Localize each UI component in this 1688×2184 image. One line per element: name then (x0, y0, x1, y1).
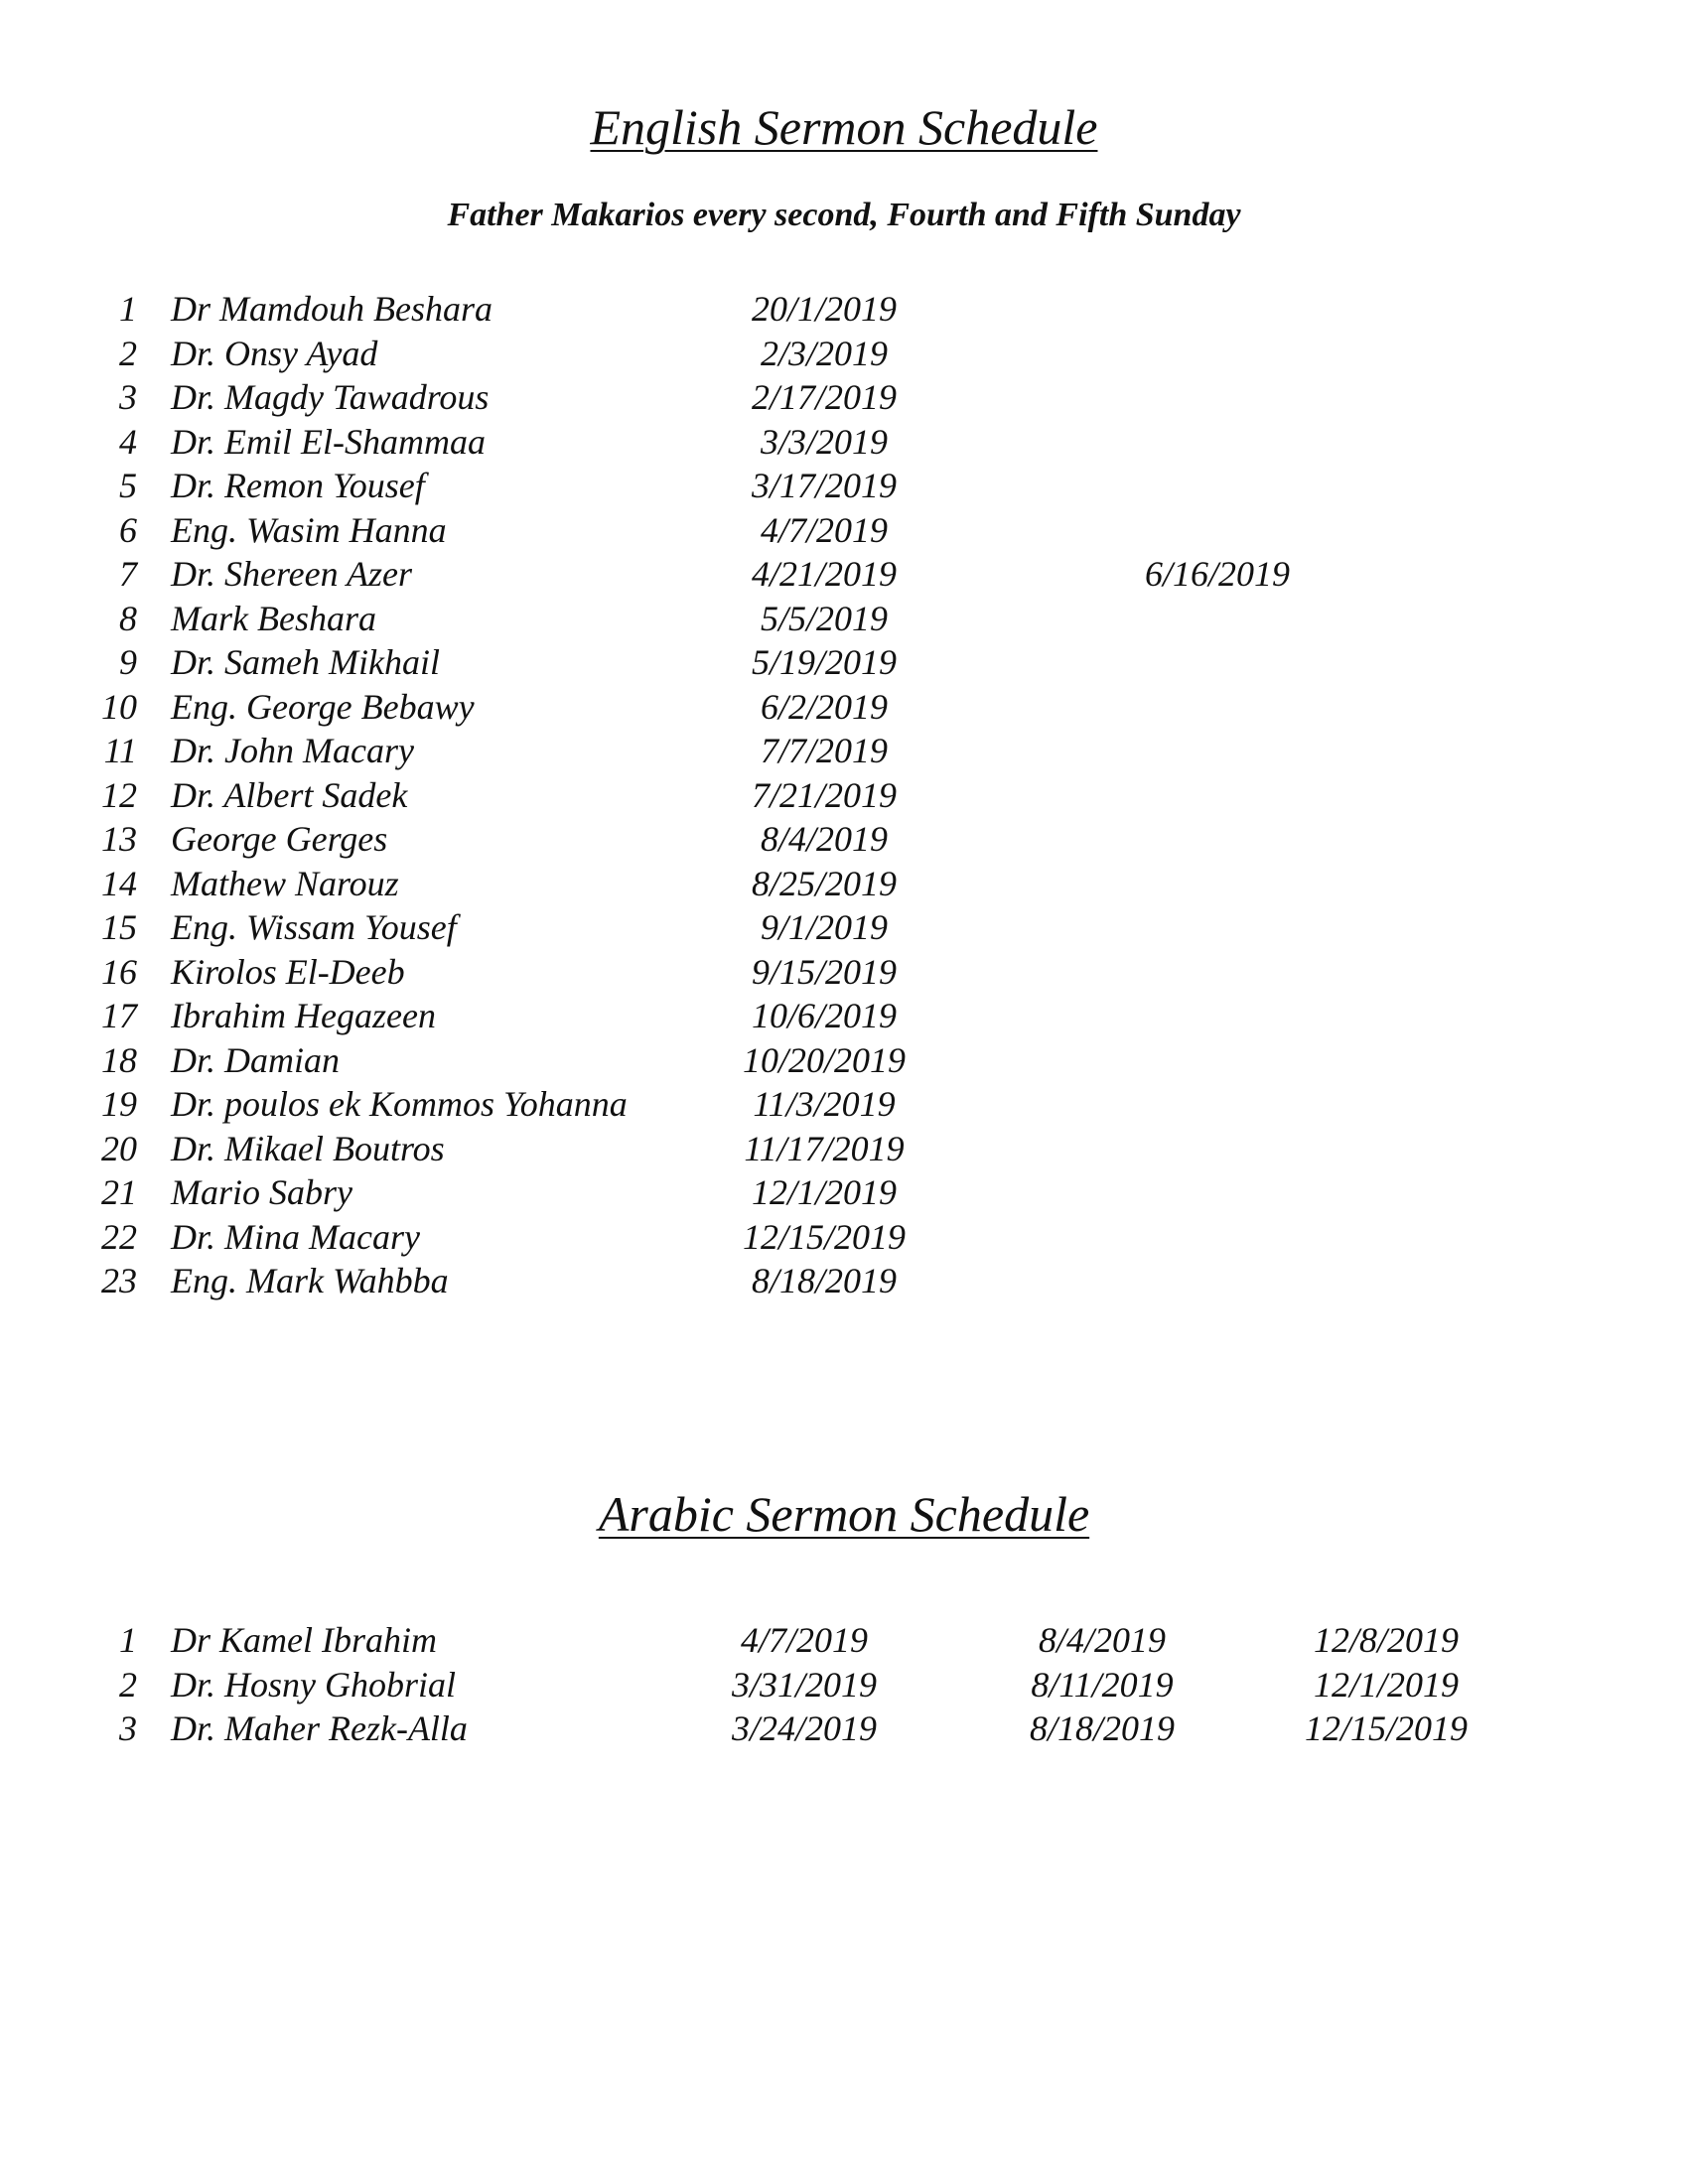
sermon-extra-date: 6/16/2019 (1144, 554, 1290, 594)
row-number: 8 (119, 598, 137, 638)
speaker-name: Mario Sabry (171, 1172, 352, 1212)
sermon-date: 8/25/2019 (751, 863, 897, 903)
sermon-date: 5/5/2019 (760, 598, 888, 638)
english-schedule-row (0, 332, 1688, 376)
english-schedule-row (0, 729, 1688, 773)
sermon-date: 6/2/2019 (760, 686, 888, 727)
english-schedule-row (0, 552, 1688, 597)
speaker-name: Dr. Onsy Ayad (171, 333, 378, 373)
sermon-date: 8/18/2019 (751, 1261, 897, 1300)
sermon-date: 4/21/2019 (751, 554, 897, 594)
speaker-name: Ibrahim Hegazeen (171, 996, 436, 1035)
speaker-name: Dr. Hosny Ghobrial (171, 1664, 457, 1705)
speaker-name: George Gerges (171, 819, 388, 859)
row-number: 18 (101, 1039, 137, 1080)
english-schedule-list (0, 287, 1688, 1303)
english-schedule-row (0, 1215, 1688, 1260)
row-number: 20 (101, 1128, 137, 1168)
english-schedule-row (0, 905, 1688, 950)
english-schedule-row (0, 420, 1688, 465)
row-number: 1 (119, 1620, 137, 1660)
sermon-date: 9/15/2019 (751, 951, 897, 992)
speaker-name: Eng. George Bebawy (171, 686, 475, 727)
speaker-name: Eng. Wissam Yousef (171, 907, 457, 947)
sermon-date: 11/17/2019 (744, 1128, 905, 1168)
english-schedule-row (0, 375, 1688, 420)
sermon-date: 8/4/2019 (760, 819, 888, 859)
sermon-date: 9/1/2019 (760, 907, 888, 947)
row-number: 3 (119, 377, 137, 417)
sermon-date: 2/3/2019 (760, 333, 888, 373)
speaker-name: Kirolos El-Deeb (171, 951, 405, 992)
row-number: 2 (119, 333, 137, 373)
speaker-name: Mathew Narouz (171, 863, 399, 903)
english-schedule-title: English Sermon Schedule (590, 99, 1098, 155)
english-schedule-row (0, 1082, 1688, 1127)
sermon-date: 3/3/2019 (760, 421, 888, 462)
sermon-date-2: 8/4/2019 (1038, 1620, 1166, 1660)
row-number: 9 (119, 642, 137, 682)
english-schedule-row (0, 950, 1688, 995)
sermon-date: 2/17/2019 (751, 377, 897, 417)
row-number: 15 (101, 907, 137, 947)
speaker-name: Dr. Shereen Azer (171, 554, 412, 594)
english-schedule-subtitle: Father Makarios every second, Fourth and Fifth Sunday (447, 197, 1241, 233)
sermon-date-3: 12/8/2019 (1313, 1620, 1459, 1660)
english-schedule-row (0, 994, 1688, 1038)
arabic-schedule-row (0, 1618, 1688, 1663)
english-schedule-row (0, 817, 1688, 862)
english-schedule-row (0, 685, 1688, 730)
sermon-date-3: 12/15/2019 (1304, 1708, 1468, 1748)
speaker-name: Eng. Wasim Hanna (171, 509, 447, 550)
speaker-name: Dr. Magdy Tawadrous (171, 377, 490, 417)
speaker-name: Dr. Emil El-Shammaa (171, 421, 486, 462)
english-schedule-row (0, 862, 1688, 906)
row-number: 6 (119, 509, 137, 550)
sermon-date: 12/15/2019 (742, 1216, 906, 1257)
arabic-schedule-row (0, 1706, 1688, 1751)
row-number: 19 (101, 1084, 137, 1124)
english-schedule-row (0, 1038, 1688, 1083)
english-schedule-row (0, 1170, 1688, 1215)
sermon-date: 7/21/2019 (751, 774, 897, 815)
english-schedule-row (0, 773, 1688, 818)
english-schedule-row (0, 1127, 1688, 1171)
english-schedule-row (0, 508, 1688, 553)
row-number: 22 (101, 1216, 137, 1257)
row-number: 21 (101, 1172, 137, 1212)
row-number: 4 (119, 421, 137, 462)
row-number: 14 (101, 863, 137, 903)
row-number: 11 (103, 731, 137, 770)
row-number: 23 (101, 1261, 137, 1300)
row-number: 17 (101, 996, 137, 1035)
speaker-name: Dr. Mikael Boutros (171, 1128, 445, 1168)
sermon-date-3: 12/1/2019 (1313, 1664, 1459, 1705)
arabic-schedule-title: Arabic Sermon Schedule (598, 1486, 1090, 1542)
sermon-date: 12/1/2019 (751, 1172, 897, 1212)
row-number: 12 (101, 774, 137, 815)
speaker-name: Mark Beshara (171, 598, 376, 638)
speaker-name: Dr. poulos ek Kommos Yohanna (171, 1084, 628, 1124)
sermon-date-1: 4/7/2019 (740, 1620, 868, 1660)
sermon-date-2: 8/18/2019 (1029, 1708, 1175, 1748)
sermon-date: 4/7/2019 (760, 509, 888, 550)
row-number: 1 (119, 289, 137, 329)
speaker-name: Dr. Remon Yousef (171, 466, 425, 505)
speaker-name: Dr. Maher Rezk-Alla (171, 1708, 468, 1748)
sermon-date: 3/17/2019 (751, 466, 897, 505)
arabic-schedule-row (0, 1663, 1688, 1707)
sermon-date-1: 3/31/2019 (731, 1664, 877, 1705)
row-number: 13 (101, 819, 137, 859)
row-number: 2 (119, 1664, 137, 1705)
row-number: 5 (119, 466, 137, 505)
speaker-name: Dr. Albert Sadek (171, 774, 408, 815)
english-schedule-row (0, 464, 1688, 508)
english-schedule-row (0, 597, 1688, 641)
speaker-name: Dr. Damian (171, 1039, 341, 1080)
sermon-date: 5/19/2019 (751, 642, 897, 682)
arabic-schedule-list (0, 1618, 1688, 1751)
sermon-date-2: 8/11/2019 (1031, 1664, 1174, 1705)
english-schedule-row (0, 640, 1688, 685)
speaker-name: Dr. Sameh Mikhail (171, 642, 440, 682)
speaker-name: Eng. Mark Wahbba (171, 1261, 449, 1300)
row-number: 7 (119, 554, 137, 594)
sermon-date: 10/20/2019 (742, 1039, 906, 1080)
sermon-date: 11/3/2019 (753, 1084, 896, 1124)
speaker-name: Dr. Mina Macary (171, 1216, 420, 1257)
speaker-name: Dr Kamel Ibrahim (171, 1620, 437, 1660)
sermon-date: 10/6/2019 (751, 996, 897, 1035)
sermon-date-1: 3/24/2019 (731, 1708, 877, 1748)
english-schedule-row (0, 287, 1688, 332)
row-number: 3 (119, 1708, 137, 1748)
speaker-name: Dr Mamdouh Beshara (171, 289, 492, 329)
row-number: 10 (101, 686, 137, 727)
english-schedule-row (0, 1259, 1688, 1303)
row-number: 16 (101, 951, 137, 992)
sermon-date: 7/7/2019 (760, 731, 888, 770)
speaker-name: Dr. John Macary (171, 731, 414, 770)
sermon-date: 20/1/2019 (751, 289, 897, 329)
